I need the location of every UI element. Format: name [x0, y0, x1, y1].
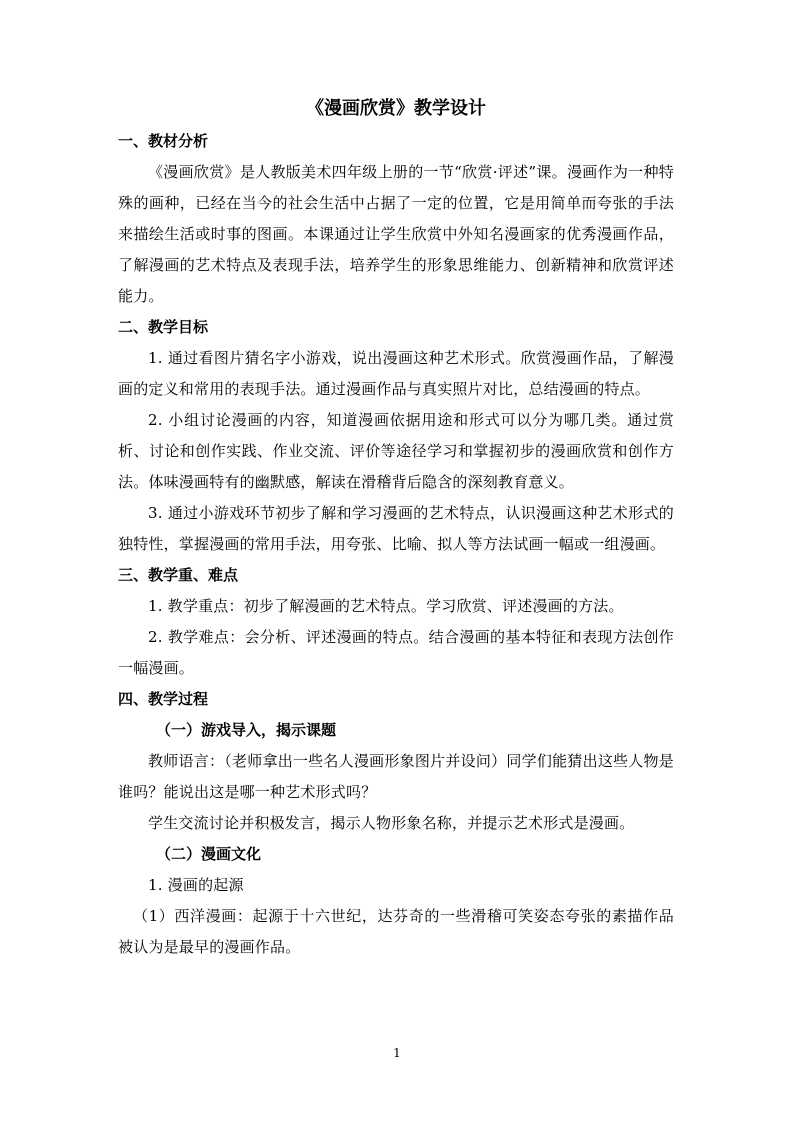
- section-heading-3: 三、教学重、难点: [118, 566, 239, 584]
- paragraph: 2. 小组讨论漫画的内容，知道漫画依据用途和形式可以分为哪几类。通过赏析、讨论和创作实践、作业交流、评价等途径学习和掌握初步的漫画欣赏和创作方法。体味漫画特有的幽默感，解读在滑稽背后隐含的深刻教育意义。: [118, 411, 674, 491]
- paragraph: 1. 通过看图片猜名字小游戏，说出漫画这种艺术形式。欣赏漫画作品，了解漫画的定义和常用的表现手法。通过漫画作品与真实照片对比，总结漫画的特点。: [118, 349, 674, 398]
- paragraph: 《漫画欣赏》是人教版美术四年级上册的一节“欣赏·评述”课。漫画作为一种特殊的画种，已经在当今的社会生活中占据了一定的位置，它是用简单而夸张的手法来描绘生活或时事的图画。本课通过让学生欣赏中外知名漫画家的优秀漫画作品，了解漫画的艺术特点及表现手法，培养学生的形象思维能力、创新精神和欣赏评述能力。: [118, 163, 674, 305]
- paragraph: 学生交流讨论并积极发言，揭示人物形象名称，并提示艺术形式是漫画。: [148, 814, 635, 832]
- document-page: [118, 94, 674, 963]
- paragraph: 1. 教学重点：初步了解漫画的艺术特点。学习欣赏、评述漫画的方法。: [148, 597, 624, 615]
- page-number: 1: [393, 1046, 401, 1060]
- section-heading-4: 四、教学过程: [118, 690, 209, 708]
- section-heading-1: 一、教材分析: [118, 132, 209, 150]
- paragraph: 2. 教学难点：会分析、评述漫画的特点。结合漫画的基本特征和表现方法创作一幅漫画。: [118, 628, 674, 677]
- paragraph: 教师语言：（老师拿出一些名人漫画形象图片并设问）同学们能猜出这些人物是谁吗？能说出这是哪一种艺术形式吗？: [118, 752, 674, 801]
- paragraph: 3. 通过小游戏环节初步了解和学习漫画的艺术特点，认识漫画这种艺术形式的独特性，掌握漫画的常用手法，用夸张、比喻、拟人等方法试画一幅或一组漫画。: [118, 504, 674, 553]
- document-title: 《漫画欣赏》教学设计: [306, 98, 486, 119]
- subsection-heading: （二）漫画文化: [156, 845, 262, 863]
- paragraph: （1）西洋漫画：起源于十六世纪，达芬奇的一些滑稽可笑姿态夸张的素描作品被认为是最早的漫画作品。: [118, 907, 674, 956]
- subsection-heading: （一）游戏导入，揭示课题: [156, 721, 337, 739]
- paragraph: 1. 漫画的起源: [148, 876, 244, 894]
- section-heading-2: 二、教学目标: [118, 318, 209, 336]
